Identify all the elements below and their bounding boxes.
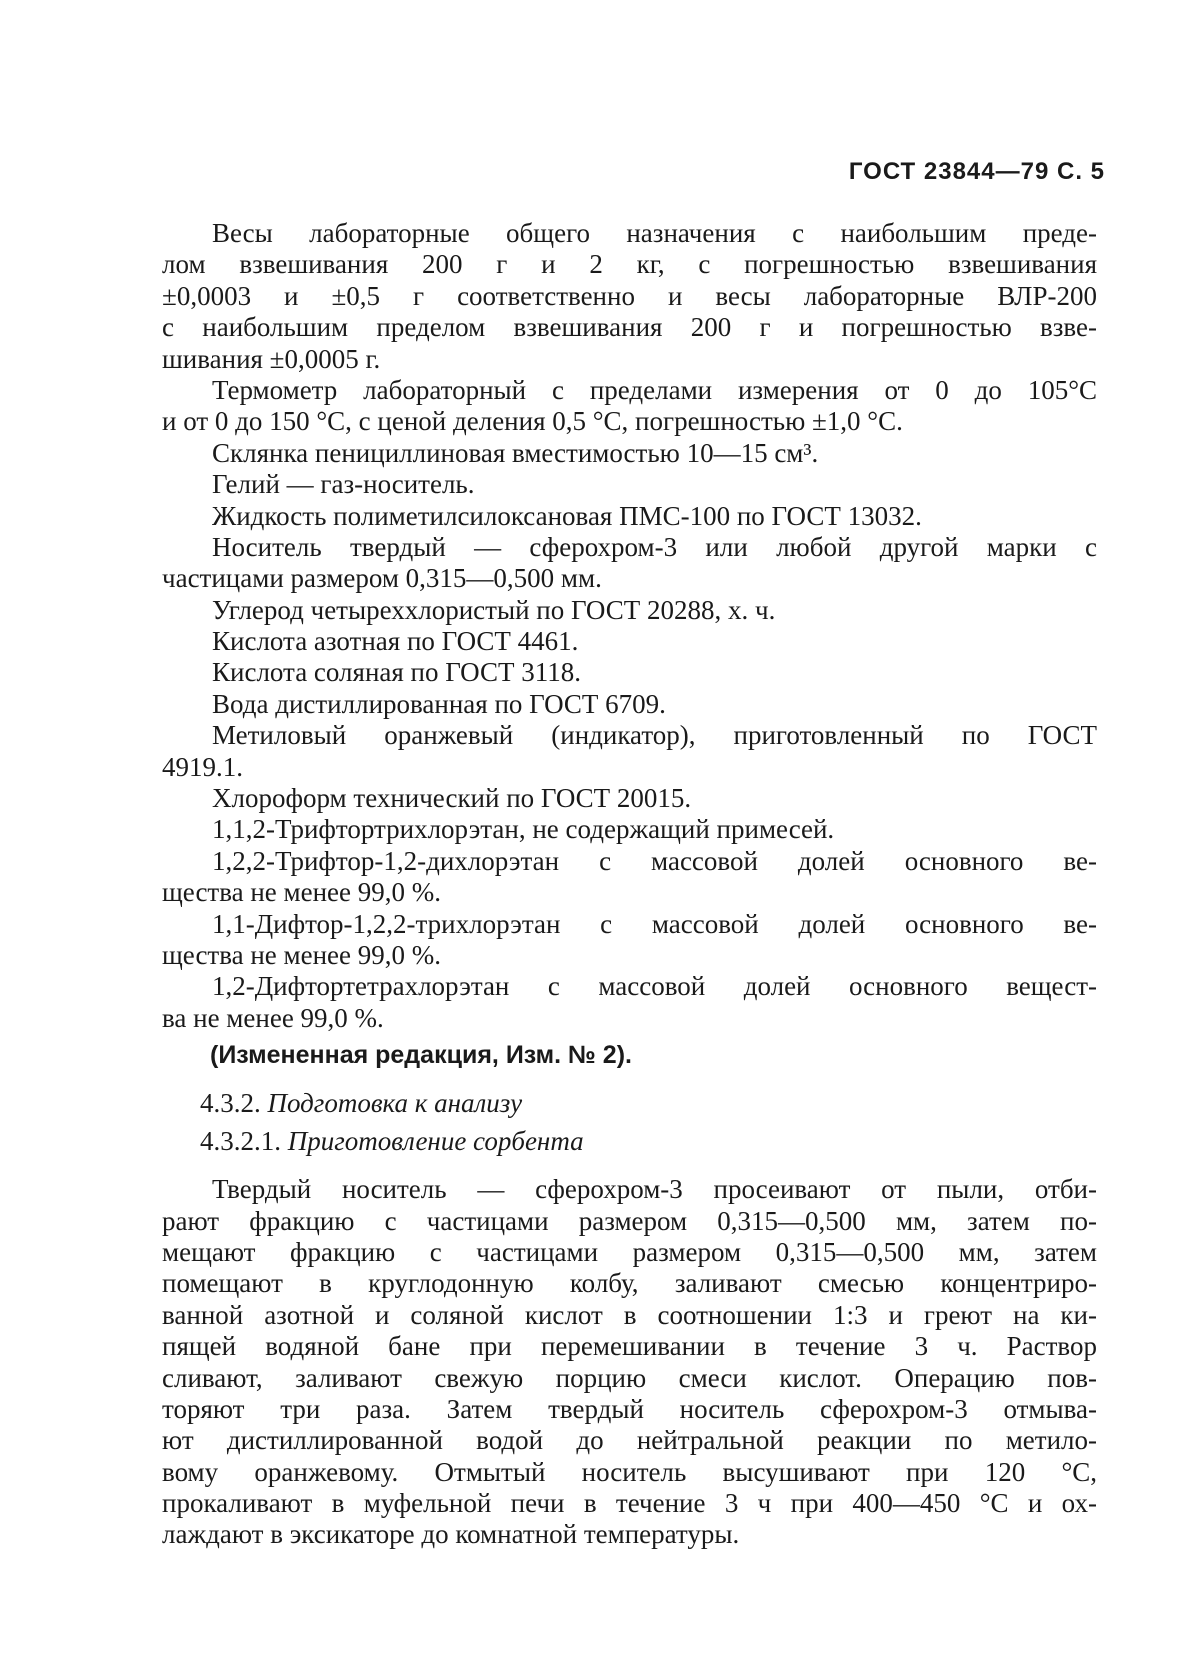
text-line: Жидкость полиметилсилоксановая ПМС-100 по ГОСТ 13032. (212, 500, 922, 531)
text-line: 1,1-Дифтор-1,2,2-трихлорэтан с массовой долей основного ве- (212, 908, 1097, 939)
text-line: вому оранжевому. Отмытый носитель высушивают при 120 °С, (162, 1456, 1097, 1487)
text-line: ванной азотной и соляной кислот в соотношении 1:3 и греют на ки- (162, 1299, 1097, 1330)
section-title: Приготовление сорбента (287, 1126, 584, 1157)
text-line: Углерод четыреххлористый по ГОСТ 20288, х. ч. (212, 594, 776, 625)
text-line: щества не менее 99,0 %. (162, 939, 442, 970)
text-line: мещают фракцию с частицами размером 0,315—0,500 мм, затем (162, 1236, 1097, 1267)
text-line: ±0,0003 и ±0,5 г соответственно и весы лабораторные ВЛР-200 (162, 280, 1097, 311)
text-line: щества не менее 99,0 %. (162, 877, 442, 908)
body-text (162, 218, 1097, 1551)
text-line: Хлороформ технический по ГОСТ 20015. (212, 783, 692, 814)
text-line: ва не менее 99,0 %. (162, 1002, 384, 1033)
text-line: Весы лабораторные общего назначения с наибольшим преде- (212, 218, 1097, 248)
text-line: ют дистиллированной водой до нейтральной реакции по метило- (162, 1425, 1097, 1456)
text-line: Носитель твердый — сферохром-3 или любой другой марки с (212, 531, 1097, 562)
text-line: 1,2,2-Трифтор-1,2-дихлорэтан с массовой долей основного ве- (212, 845, 1097, 876)
section-heading-4-3-2 (162, 1084, 1097, 1122)
section-title: Подготовка к анализу (267, 1088, 523, 1119)
text-line: Метиловый оранжевый (индикатор), приготовленный по ГОСТ (212, 720, 1097, 751)
text-line: 1,1,2-Трифтортрихлорэтан, не содержащий примесей. (212, 814, 835, 845)
sorbent-paragraph (162, 1174, 1097, 1551)
revision-note: (Измененная редакция, Изм. № 2). (210, 1041, 632, 1070)
text-line: Кислота соляная по ГОСТ 3118. (212, 657, 582, 688)
text-line: Гелий — газ-носитель. (212, 469, 475, 500)
text-line: с наибольшим пределом взвешивания 200 г и погрешностью взве- (162, 312, 1097, 343)
text-line: лом взвешивания 200 г и 2 кг, с погрешностью взвешивания (162, 249, 1097, 280)
section-number: 4.3.2. (200, 1088, 261, 1119)
text-line: Твердый носитель — сферохром-3 просеивают от пыли, отби- (212, 1174, 1097, 1205)
text-line: 4919.1. (162, 751, 243, 782)
text-line: сливают, заливают свежую порцию смеси кислот. Операцию пов- (162, 1362, 1097, 1393)
text-line: прокаливают в муфельной печи в течение 3 ч при 400—450 °С и ох- (162, 1488, 1097, 1519)
text-line: Термометр лабораторный с пределами измерения от 0 до 105°С (212, 374, 1097, 405)
text-line: шивания ±0,0005 г. (162, 343, 381, 374)
text-line: Вода дистиллированная по ГОСТ 6709. (212, 688, 666, 719)
text-line: Склянка пенициллиновая вместимостью 10—15 см³. (212, 437, 819, 468)
text-line: торяют три раза. Затем твердый носитель сферохром-3 отмыва- (162, 1393, 1097, 1424)
text-line: 1,2-Дифтортетрахлорэтан с массовой долей основного вещест- (212, 971, 1097, 1002)
section-heading-4-3-2-1 (162, 1122, 1097, 1160)
text-line: Кислота азотная по ГОСТ 4461. (212, 626, 579, 657)
page-header: ГОСТ 23844—79 С. 5 (848, 158, 1105, 185)
text-line: пящей водяной бане при перемешивании в течение 3 ч. Раствор (162, 1331, 1097, 1362)
text-line: и от 0 до 150 °С, с ценой деления 0,5 °С, погрешностью ±1,0 °С. (162, 406, 903, 437)
text-line: частицами размером 0,315—0,500 мм. (162, 563, 602, 594)
text-line: помещают в круглодонную колбу, заливают смесью концентриро- (162, 1268, 1097, 1299)
text-line: лаждают в эксикаторе до комнатной температуры. (162, 1519, 740, 1550)
section-number: 4.3.2.1. (200, 1126, 281, 1157)
text-line: рают фракцию с частицами размером 0,315—0,500 мм, затем по- (162, 1205, 1097, 1236)
